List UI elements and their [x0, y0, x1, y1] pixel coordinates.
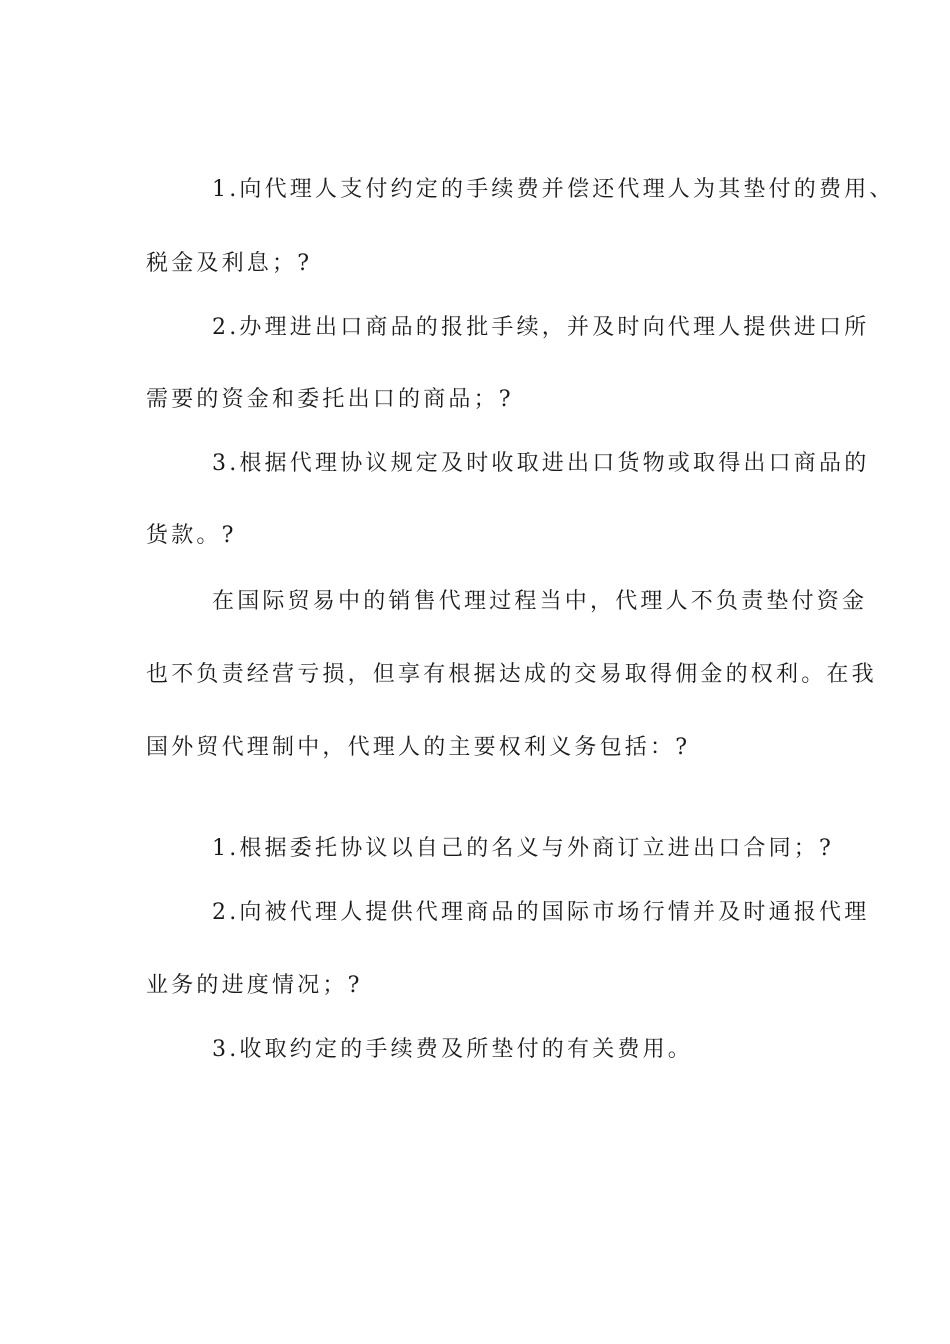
paragraph-line-8: 也不负责经营亏损，但享有根据达成的交易取得佣金的权利。在我: [146, 662, 877, 687]
paragraph-line-13: 3.收取约定的手续费及所垫付的有关费用。: [212, 1037, 693, 1062]
paragraph-line-3: 2.办理进出口商品的报批手续，并及时向代理人提供进口所: [212, 315, 870, 340]
paragraph-line-2: 税金及利息；?: [146, 251, 313, 276]
paragraph-line-5: 3.根据代理协议规定及时收取进出口货物或取得出口商品的: [212, 451, 870, 476]
paragraph-line-4: 需要的资金和委托出口的商品；?: [146, 387, 514, 412]
paragraph-line-6: 货款。?: [146, 523, 237, 548]
paragraph-line-10: 1.根据委托协议以自己的名义与外商订立进出口合同；?: [212, 836, 834, 861]
paragraph-line-12: 业务的进度情况；?: [146, 973, 363, 998]
paragraph-line-7: 在国际贸易中的销售代理过程当中，代理人不负责垫付资金: [212, 589, 868, 614]
paragraph-line-1: 1.向代理人支付约定的手续费并偿还代理人为其垫付的费用、: [212, 177, 895, 202]
paragraph-line-9: 国外贸代理制中，代理人的主要权利义务包括：?: [146, 735, 691, 760]
paragraph-line-11: 2.向被代理人提供代理商品的国际市场行情并及时通报代理: [212, 900, 870, 925]
